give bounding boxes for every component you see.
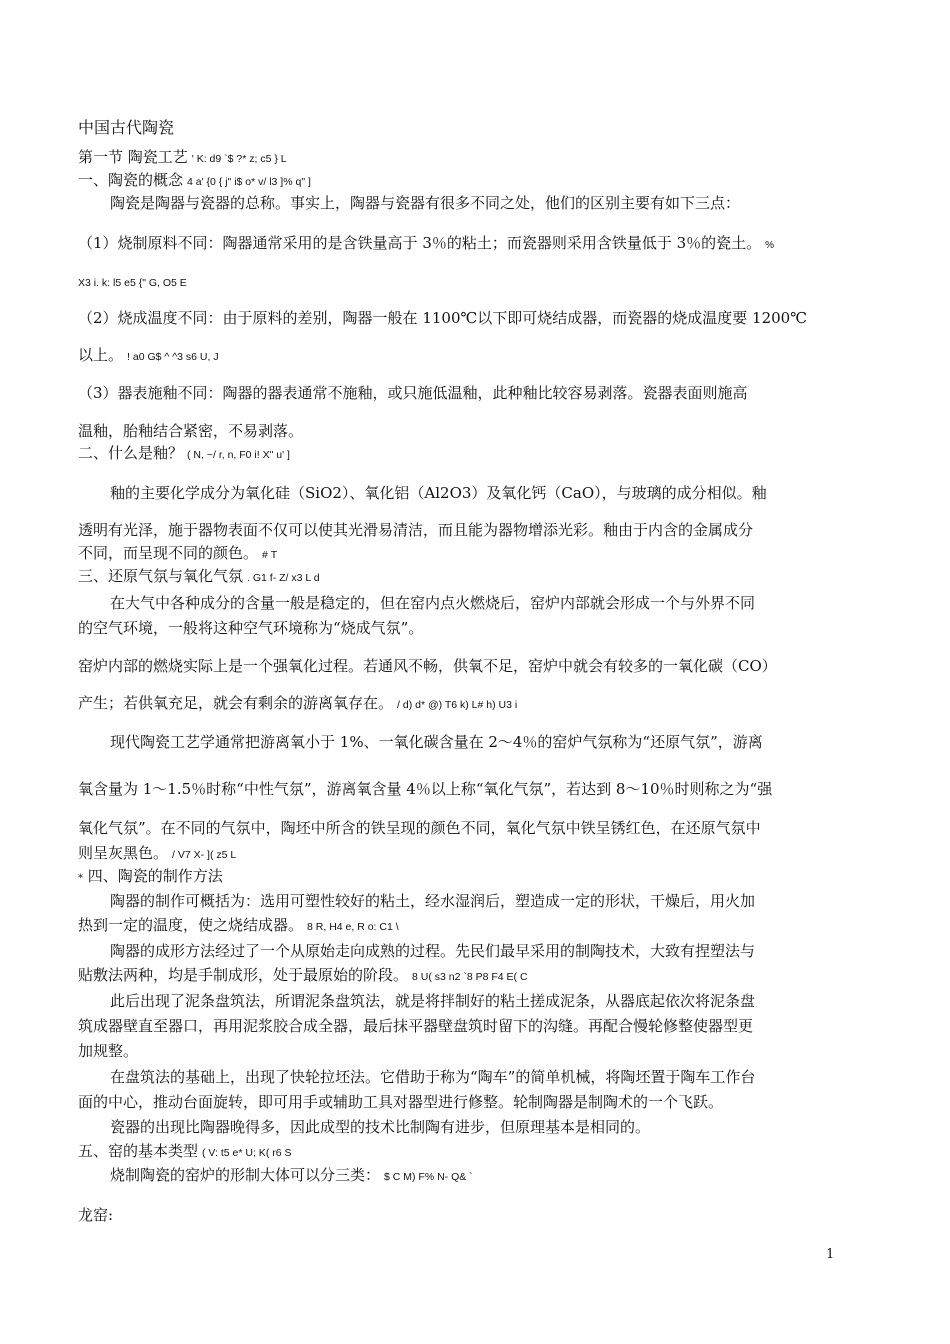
stray-text: % (765, 240, 775, 251)
paragraph-atmosphere-cont: 的空气环境，一般将这种空气环境称为“烧成气氛”。 (78, 619, 424, 637)
paragraph-point-1 (78, 233, 774, 256)
paragraph-modern-end (78, 843, 236, 865)
stray-text: X3 i. k: l5 e5 {" G, O5 E (78, 277, 187, 289)
paragraph-modern: 现代陶瓷工艺学通常把游离氧小于 1%、一氧化碳含量在 2～4％的窑炉气氛称为“还原气氛”，游离 (110, 733, 763, 751)
heading-1 (78, 170, 311, 192)
paragraph-point-2: （2）烧成温度不同：由于原料的差别，陶器一般在 1100℃以下即可烧结成器，而瓷器的烧成温度要 1200℃ (78, 309, 807, 327)
heading-text: 五、窑的基本类型 (78, 1142, 199, 1160)
stray-line (78, 271, 187, 293)
paragraph-glaze-cont: 透明有光泽，施于器物表面不仅可以使其光滑易清洁，而且能为器物增添光彩。釉由于内含的金属成分 (78, 521, 754, 539)
doc-title: 中国古代陶瓷 (78, 118, 175, 137)
heading-text: 四、陶瓷的制作方法 (87, 867, 223, 885)
heading-4 (78, 866, 223, 889)
paragraph-glaze: 釉的主要化学成分为氧化硅（SiO2）、氧化铝（Al2O3）及氧化钙（CaO），与玻璃的成分相似。釉 (110, 484, 767, 502)
paragraph-point-3: （3）器表施釉不同：陶器的器表通常不施釉，或只施低温釉，此种釉比较容易剥落。瓷器表面则施高 (78, 384, 748, 402)
paragraph-making: 陶器的制作可概括为：选用可塑性较好的粘土，经水湿润后，塑造成一定的形状，干燥后，用火加 (110, 892, 756, 910)
paragraph-coiling-end: 加规整。 (78, 1042, 139, 1060)
paragraph-making-cont (78, 915, 399, 937)
paragraph-wheel: 在盘筑法的基础上，出现了快轮拉坯法。它借助于称为“陶车”的简单机械，将陶坯置于陶车工作台 (110, 1068, 756, 1086)
stray-text: 8 U( s3 n2 `8 P8 F4 E( C (412, 971, 528, 983)
stray-text: ( N, ~/ r, n, F0 i! X" u' ] (187, 449, 290, 461)
paragraph-text: 热到一定的温度，使之烧结成器。 (78, 916, 304, 934)
paragraph-coiling: 此后出现了泥条盘筑法，所谓泥条盘筑法，就是将拌制好的粘土搓成泥条，从器底起依次将泥条盘 (110, 992, 756, 1010)
dragon-kiln-label: 龙窑: (78, 1206, 114, 1224)
paragraph-text: 烧制陶瓷的窑炉的形制大体可以分三类： (110, 1166, 381, 1184)
paragraph-text: 则呈灰黑色。 (78, 844, 169, 862)
paragraph-glaze-end (78, 543, 277, 565)
heading-text: 一、陶瓷的概念 (78, 171, 184, 189)
paragraph-point-2-cont (78, 345, 219, 367)
paragraph-modern-cont: 氧化气氛”。在不同的气氛中，陶坯中所含的铁呈现的颜色不同，氧化气氛中铁呈锈红色，在还原气氛中 (78, 819, 761, 837)
stray-text: $ C M) F% N- Q& ` (384, 1171, 473, 1183)
section-heading-text: 第一节 陶瓷工艺 (78, 148, 188, 166)
paragraph-kiln-types (110, 1165, 473, 1187)
heading-text: 二、什么是釉？ (78, 444, 184, 462)
paragraph-text: 以上。 (78, 346, 124, 364)
section-heading (78, 147, 287, 169)
heading-3 (78, 566, 320, 588)
paragraph-definition: 陶瓷是陶器与瓷器的总称。事实上，陶器与瓷器有很多不同之处，他们的区别主要有如下三点： (110, 194, 741, 212)
stray-text: ' K: d9 `$ ?* z; c5 } L (191, 153, 287, 165)
page-number: 1 (826, 1247, 835, 1262)
paragraph-text: （1）烧制原料不同：陶器通常采用的是含铁量高于 3％的粘土；而瓷器则采用含铁量低于 3％的瓷土。 (78, 234, 762, 252)
stray-text: 4 a' {0 { j" i$ o* v/ l3 ]% q" ] (187, 176, 311, 188)
heading-2 (78, 443, 290, 465)
paragraph-coiling-cont: 筑成器壁直至器口，再用泥浆胶合成全器，最后抹平器壁盘筑时留下的沟缝。再配合慢轮修整使器型更 (78, 1017, 754, 1035)
paragraph-atmosphere: 在大气中各种成分的含量一般是稳定的，但在窑内点火燃烧后，窑炉内部就会形成一个与外界不同 (110, 594, 756, 612)
stray-text: / V7 X- ]( z5 L (172, 849, 237, 861)
stray-text: # T (262, 549, 278, 561)
stray-text: / d) d* @) T6 k) L# h) U3 i (397, 699, 518, 711)
paragraph-kiln-cont (78, 693, 517, 715)
paragraph-text: 产生；若供氧充足，就会有剩余的游离氧存在。 (78, 694, 394, 712)
stray-mark: * (78, 873, 83, 884)
paragraph-forming-cont (78, 965, 528, 987)
heading-5 (78, 1141, 292, 1163)
paragraph-modern-cont: 氧含量为 1～1.5％时称“中性气氛”，游离氧含量 4％以上称“氧化气氛”，若达到 8～10％时则称之为“强 (78, 780, 773, 798)
paragraph-text: 不同，而呈现不同的颜色。 (78, 544, 259, 562)
paragraph-text: 贴敷法两种，均是手制成形，处于最原始的阶段。 (78, 966, 409, 984)
stray-text: 8 R, H4 e, R o: C1 \ (307, 921, 399, 933)
paragraph-wheel-cont: 面的中心，推动台面旋转，即可用手或辅助工具对器型进行修整。轮制陶器是制陶术的一个飞跃。 (78, 1093, 724, 1111)
paragraph-forming: 陶器的成形方法经过了一个从原始走向成熟的过程。先民们最早采用的制陶技术，大致有捏塑法与 (110, 942, 756, 960)
paragraph-porcelain: 瓷器的出现比陶器晚得多，因此成型的技术比制陶有进步，但原理基本是相同的。 (110, 1118, 651, 1136)
paragraph-kiln: 窑炉内部的燃烧实际上是一个强氧化过程。若通风不畅，供氧不足，窑炉中就会有较多的一氧化碳（CO） (78, 657, 777, 675)
paragraph-point-3-cont: 温釉，胎釉结合紧密，不易剥落。 (78, 422, 304, 440)
stray-text: . G1 f- Z/ x3 L d (247, 572, 320, 584)
stray-text: ! a0 G$ ^ ^3 s6 U, J (127, 351, 219, 363)
stray-text: ( V: t5 e* U; K( r6 S (202, 1147, 292, 1159)
heading-text: 三、还原气氛与氧化气氛 (78, 567, 244, 585)
